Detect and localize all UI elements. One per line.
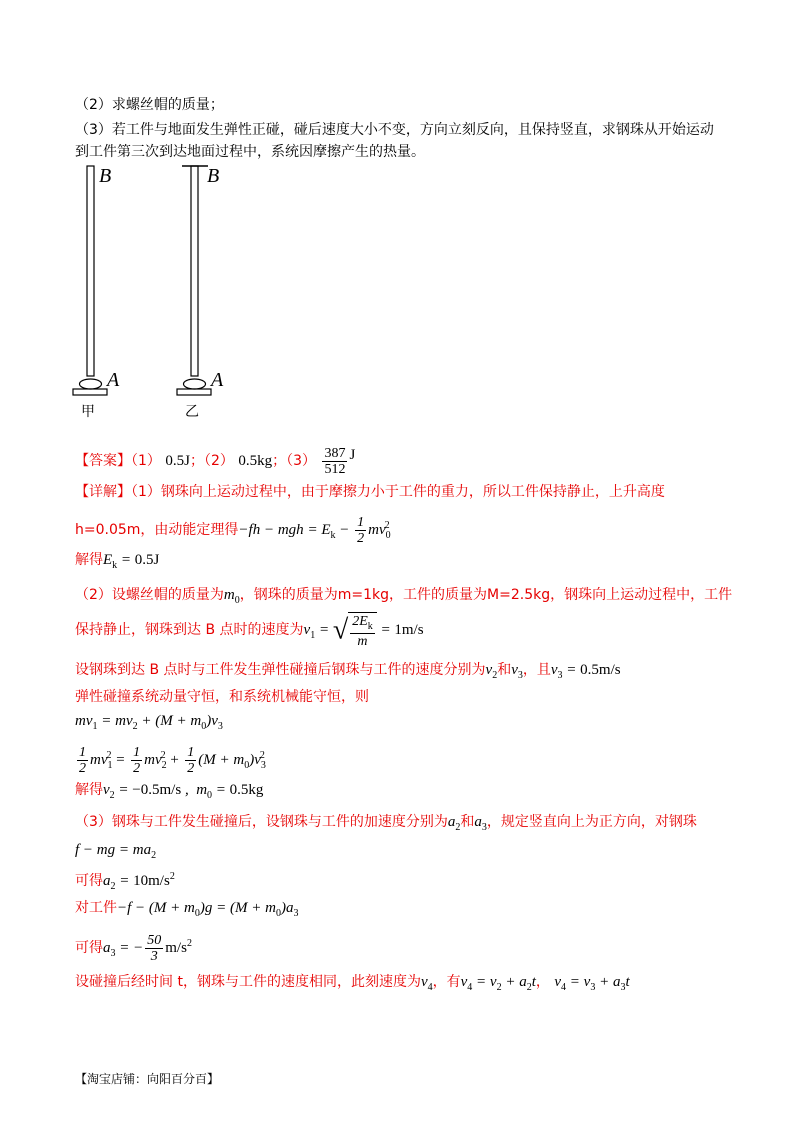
detail-text-16c: ， — [535, 974, 550, 990]
detail-text-11c: ，规定竖直向上为正方向，对钢珠 — [486, 814, 697, 830]
detail-text-6a: 设钢珠到达 B 点时与工件发生弹性碰撞后钢珠与工件的速度分别为 — [75, 662, 486, 678]
detail-line-6 — [75, 660, 621, 686]
caption-jia: 甲 — [81, 404, 95, 420]
detail-label: 【详解】 — [75, 484, 131, 500]
detail-line-14 — [75, 898, 298, 924]
detail-text-16b: ，有 — [432, 974, 461, 990]
answer-value-1: 0.5J — [165, 453, 190, 469]
fraction-numerator: 387 — [324, 445, 346, 461]
detail-line-5 — [75, 612, 424, 654]
detail-line-16 — [75, 972, 630, 998]
figure-jia — [73, 166, 107, 395]
figure-diagram — [65, 160, 265, 420]
answer-line — [75, 440, 355, 477]
eq-v2-m0-result: $v_2 = -0.5m/s$ , $m_0 = 0.5kg$ — [103, 782, 264, 801]
question-3-line-1: （3）若工件与地面发生弹性正碰，碰后速度大小不变，方向立刻反向，且保持竖直，求钢珠从开始运动 — [75, 122, 714, 138]
detail-text-2: h=0.05m，由动能定理得 — [75, 522, 239, 538]
answer-sep-2: ； — [272, 453, 287, 469]
eq-v4-workpiece: $v_4 = v_3 + a_3t$ — [554, 974, 630, 993]
answer-label: 【答案】 — [75, 453, 131, 469]
detail-text-6c: ，且 — [522, 662, 551, 678]
answer-part-3: （3） — [286, 453, 317, 469]
var-a3: $a_3$ — [474, 814, 487, 833]
var-v4: $v_4$ — [420, 974, 433, 993]
detail-text-4b: ，钢珠的质量为m=1kg，工件的质量为M=2.5kg，钢珠向上运动过程中，工件 — [239, 587, 733, 603]
var-v3: $v_3$ — [511, 662, 523, 681]
label-b-yi: B — [207, 165, 220, 187]
footer-shop: 【淘宝店铺：向阳百分百】 — [75, 1072, 220, 1086]
detail-text-15: 可得 — [75, 940, 103, 956]
detail-text-6b: 和 — [497, 662, 512, 678]
eq-v4-ball: $v_4 = v_2 + a_2t$ — [460, 974, 536, 993]
detail-line-7: 弹性碰撞系统动量守恒，和系统机械能守恒，则 — [75, 689, 369, 705]
detail-line-13 — [75, 867, 175, 897]
detail-text-14: 对工件 — [75, 900, 117, 916]
var-v2: $v_2$ — [485, 662, 498, 681]
detail-text-1: （1）钢珠向上运动过程中，由于摩擦力小于工件的重力，所以工件保持静止，上升高度 — [131, 484, 665, 500]
question-2: （2）求螺丝帽的质量； — [75, 97, 224, 113]
label-a-yi: A — [211, 369, 224, 391]
eq-a3: $a_3$ = − $\frac{50}{3}$ $m/s^2$ — [103, 933, 192, 965]
label-b-jia: B — [99, 165, 112, 187]
fraction-denominator: 512 — [324, 461, 346, 477]
caption-yi: 乙 — [185, 404, 199, 420]
detail-line-1 — [75, 482, 665, 502]
detail-text-11a: （3）钢珠与工件发生碰撞后，设钢珠与工件的加速度分别为 — [75, 814, 448, 830]
detail-text-16a: 设碰撞后经时间 t，钢珠与工件的速度相同，此刻速度为 — [75, 974, 421, 990]
var-m0: $m_0$ — [223, 587, 240, 606]
var-a2: $a_2$ — [447, 814, 461, 833]
detail-text-13: 可得 — [75, 873, 103, 889]
detail-line-15 — [75, 926, 192, 972]
eq-workpiece-newton: $-f - (M + m_0)g = (M + m_0)a_3$ — [117, 900, 299, 919]
answer-part-1: （1） — [131, 453, 161, 469]
figure-yi — [177, 166, 211, 395]
answer-value-3-fraction — [322, 446, 347, 477]
detail-text-5: 保持静止，钢珠到达 B 点时的速度为 — [75, 622, 304, 639]
detail-line-10 — [75, 780, 263, 806]
answer-part-2: （2） — [203, 453, 234, 469]
eq-ek-result: $E_k = 0.5J$ — [103, 552, 160, 571]
detail-text-11b: 和 — [460, 814, 475, 830]
answer-value-2: 0.5kg — [238, 453, 273, 469]
detail-text-3: 解得 — [75, 552, 103, 568]
eq-kinetic-theorem: −fh − mgh = $E_k$ − $\frac{1}{2}$ $mv_0^2$ — [238, 515, 391, 547]
eq-v1: $v_1$ = √ $\frac{2E_k}{m}$ = 1m/s — [303, 613, 424, 650]
answer-sep-1: ； — [189, 453, 204, 469]
label-a-jia: A — [107, 369, 120, 391]
eq-momentum: $mv_1 = mv_2 + (M + m_0)v_3$ — [75, 713, 223, 732]
eq-a2: $a_2 = 10m/s^2$ — [103, 871, 175, 892]
detail-line-11 — [75, 812, 697, 838]
detail-text-4a: （2）设螺丝帽的质量为 — [75, 587, 224, 603]
answer-value-3-unit: J — [349, 447, 356, 463]
eq-v3: $v_3 = 0.5m/s$ — [550, 662, 621, 681]
detail-text-10: 解得 — [75, 782, 103, 798]
detail-line-2 — [75, 510, 390, 552]
question-3-line-2: 到工件第三次到达地面过程中，系统因摩擦产生的热量。 — [75, 144, 425, 160]
detail-line-3 — [75, 550, 159, 576]
detail-line-4 — [75, 585, 732, 611]
eq-ball-newton: f − mg = $ma_2$ — [75, 842, 157, 861]
eq-energy: $\frac{1}{2}$ $mv_1^2$ = $\frac{1}{2}$ $mv_2^2$ + $\frac{1}{2}$ $(M + m_0)v_3^2$ — [79, 745, 266, 777]
